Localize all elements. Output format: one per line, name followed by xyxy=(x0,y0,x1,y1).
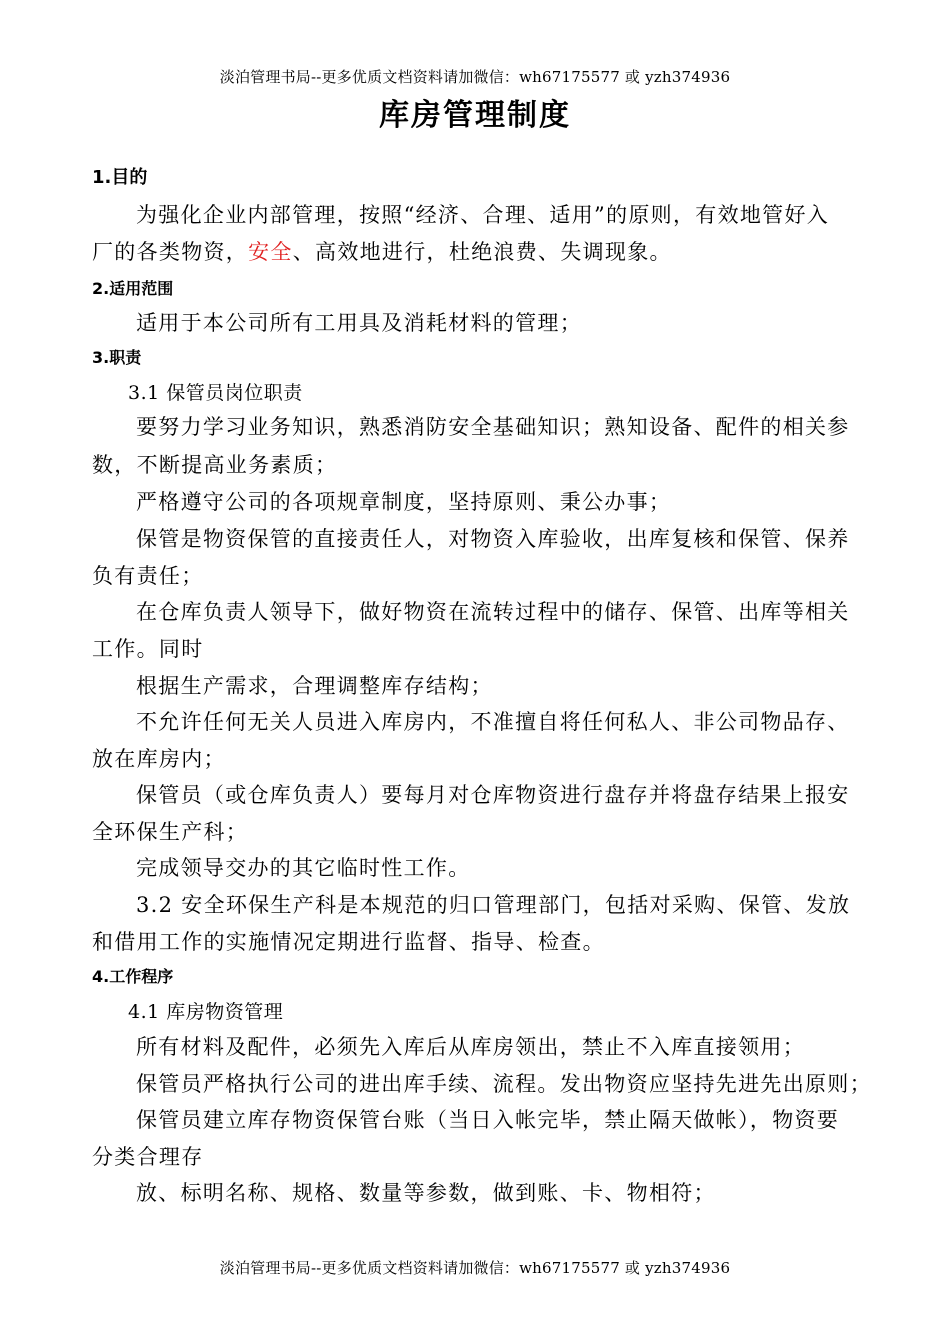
paragraph-line xyxy=(92,236,867,266)
footer-note: 淡泊管理书局--更多优质文档资料请加微信：wh67175577 或 yzh374936 xyxy=(219,1259,731,1277)
subsection-heading: 3.1 保管员岗位职责 xyxy=(128,382,303,404)
paragraph-line: 数，不断提高业务素质； xyxy=(92,453,338,477)
section-2-heading: 2.适用范围 xyxy=(92,279,174,298)
paragraph-line: 要努力学习业务知识，熟悉消防安全基础知识；熟知设备、配件的相关参 xyxy=(136,415,850,439)
highlighted-text: 安全 xyxy=(248,240,293,264)
paragraph-line: 所有材料及配件，必须先入库后从库房领出，禁止不入库直接领用； xyxy=(136,1035,805,1059)
text-run: 、高效地进行，杜绝浪费、失调现象。 xyxy=(292,240,672,264)
paragraph-line: 为强化企业内部管理，按照“经济、合理、适用”的原则，有效地管好入 xyxy=(136,203,830,227)
text-run: 厂的各类物资， xyxy=(92,240,249,264)
paragraph-line: 严格遵守公司的各项规章制度，坚持原则、秉公办事； xyxy=(136,490,672,514)
paragraph-line: 负有责任； xyxy=(92,564,204,588)
paragraph-line: 完成领导交办的其它临时性工作。 xyxy=(136,856,471,880)
paragraph-line: 放、标明名称、规格、数量等参数，做到账、卡、物相符； xyxy=(136,1181,716,1205)
paragraph-line: 在仓库负责人领导下，做好物资在流转过程中的储存、保管、出库等相关 xyxy=(136,600,850,624)
paragraph-line: 根据生产需求，合理调整库存结构； xyxy=(136,674,493,698)
paragraph-line: 保管是物资保管的直接责任人，对物资入库验收，出库复核和保管、保养 xyxy=(136,527,850,551)
paragraph-line: 和借用工作的实施情况定期进行监督、指导、检查。 xyxy=(92,930,605,954)
section-1-heading: 1.目的 xyxy=(92,167,148,188)
document-title: 库房管理制度 xyxy=(379,98,571,133)
paragraph-line: 不允许任何无关人员进入库房内，不准擅自将任何私人、非公司物品存、 xyxy=(136,710,850,734)
paragraph-line: 保管员严格执行公司的进出库手续、流程。发出物资应坚持先进先出原则； xyxy=(136,1072,872,1096)
section-4-heading: 4.工作程序 xyxy=(92,967,174,986)
header-note: 淡泊管理书局--更多优质文档资料请加微信：wh67175577 或 yzh374936 xyxy=(219,68,731,86)
paragraph-line: 全环保生产科； xyxy=(92,820,249,844)
section-3-heading: 3.职责 xyxy=(92,348,142,367)
paragraph-line: 保管员建立库存物资保管台账（当日入帐完毕，禁止隔天做帐），物资要 xyxy=(136,1108,840,1132)
paragraph-line: 分类合理存 xyxy=(92,1145,204,1169)
subsection-heading: 4.1 库房物资管理 xyxy=(128,1001,284,1023)
paragraph-line: 工作。同时 xyxy=(92,637,204,661)
paragraph-line: 保管员（或仓库负责人）要每月对仓库物资进行盘存并将盘存结果上报安 xyxy=(136,783,850,807)
paragraph-line: 3.2 安全环保生产科是本规范的归口管理部门，包括对采购、保管、发放 xyxy=(136,893,851,917)
paragraph-line: 放在库房内； xyxy=(92,747,226,771)
paragraph-line: 适用于本公司所有工用具及消耗材料的管理； xyxy=(136,311,582,335)
